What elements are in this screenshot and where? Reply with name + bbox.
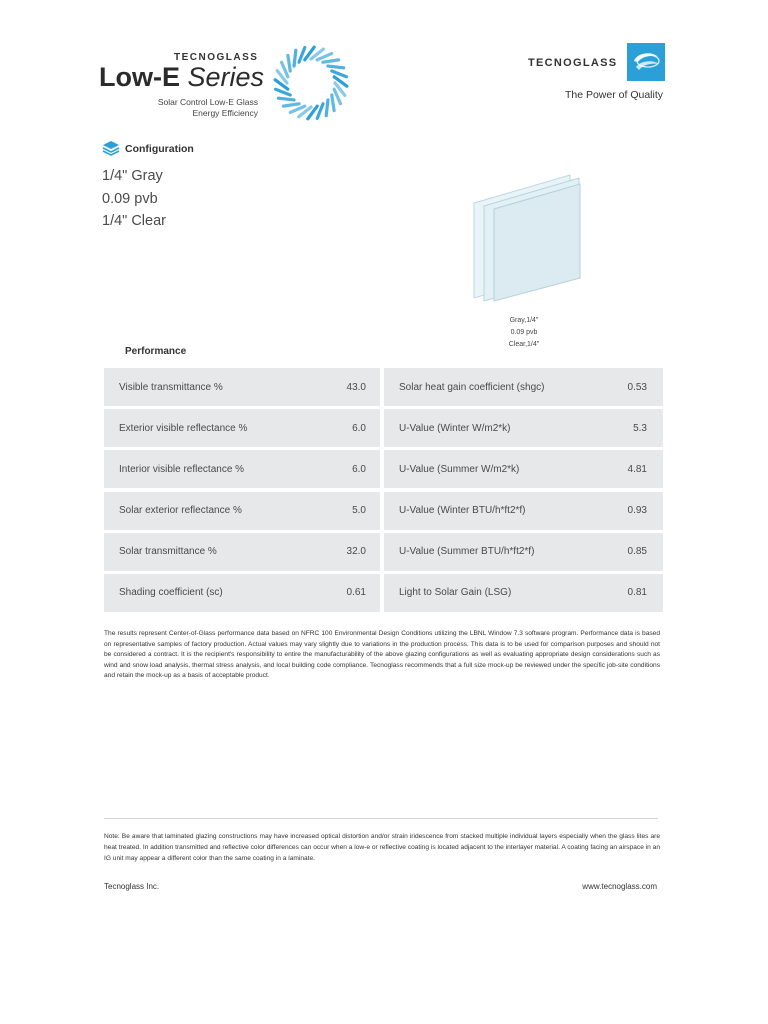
table-cell <box>104 492 380 530</box>
series-subtitle-line1: Solar Control Low-E Glass <box>157 97 258 107</box>
metric-label: Solar transmittance % <box>119 546 217 558</box>
table-cell <box>384 409 663 447</box>
metric-label: Exterior visible reflectance % <box>119 422 248 434</box>
sunburst-ray <box>288 55 290 71</box>
table-cell <box>384 492 663 530</box>
series-title-bold: Low-E <box>99 62 180 92</box>
diagram-caption-line: 0.09 pvb <box>510 329 538 336</box>
table-cell <box>104 409 380 447</box>
sunburst-logo-icon <box>272 44 350 122</box>
table-row <box>104 574 663 612</box>
table-cell <box>104 533 380 571</box>
metric-value: 6.0 <box>352 422 366 434</box>
series-title-italic: Series <box>187 62 265 92</box>
sunburst-ray <box>328 66 344 68</box>
table-cell <box>104 450 380 488</box>
metric-value: 5.3 <box>633 422 647 434</box>
disclaimer-text: The results represent Center-of-Glass performance data based on NFRC 100 Environmental Design Conditions utilizing the LBNL Window 7.3 software program. Performance data is based on representative samples of factory production. Actual values may vary slightly due to variations in the production process. This data is to be used for comparison purposes and should not be considered a contract. It is the recipient's responsibility to entire the manufacturability of the above glazing configurations as well as evaluating appropriate design considerations such as wind and snow load analysis, thermal stress analysis, and local building code compliance. Tecnoglass recommends that a full size mock-up be reviewed under the specific job-site conditions and retain the mock-up as a basis of acceptable product. <box>104 630 660 679</box>
table-row <box>104 533 663 571</box>
layer-item: 1/4" Gray <box>102 168 163 184</box>
table-row <box>104 409 663 447</box>
table-cell <box>384 368 663 406</box>
performance-table <box>104 368 663 615</box>
metric-label: Shading coefficient (sc) <box>119 587 223 599</box>
layer-item: 0.09 pvb <box>102 191 158 207</box>
metric-label: Solar heat gain coefficient (shgc) <box>399 381 545 393</box>
metric-label: Interior visible reflectance % <box>119 463 245 475</box>
footer-company: Tecnoglass Inc. <box>104 882 160 891</box>
note-text: Note: Be aware that laminated glazing constructions may have increased optical distortion and/or strain iridescence from stacked multiple individual layers especially when the glass lites are heat treated. In addition transmitted and reflective color differences can occur when a low-e or reflective coating is located adjacent to the interlayer material. A coating facing an airspace in an IG unit may appear a different color than the same coating in a laminate. <box>104 833 660 862</box>
metric-value: 0.53 <box>627 381 647 393</box>
table-cell <box>104 574 380 612</box>
metric-label: U-Value (Winter BTU/h*ft2*f) <box>399 505 526 517</box>
metric-value: 6.0 <box>352 463 366 475</box>
metric-value: 4.81 <box>627 463 647 475</box>
table-row <box>104 492 663 530</box>
footer-website: www.tecnoglass.com <box>582 882 657 891</box>
diagram-caption-line: Clear,1/4" <box>508 341 540 348</box>
layer-item: 1/4" Clear <box>102 213 166 229</box>
company-logo-icon <box>627 43 665 81</box>
sunburst-ray <box>323 60 339 62</box>
sunburst-ray <box>332 95 334 111</box>
configuration-heading: Configuration <box>125 143 194 155</box>
company-wordmark: TECNOGLASS <box>528 57 618 69</box>
table-row <box>104 450 663 488</box>
sunburst-ray <box>283 104 299 106</box>
sunburst-ray <box>278 98 294 100</box>
metric-label: Light to Solar Gain (LSG) <box>399 587 512 599</box>
metric-value: 43.0 <box>346 381 366 393</box>
sunburst-ray <box>294 50 296 66</box>
layers-icon <box>102 139 120 157</box>
metric-label: U-Value (Summer W/m2*k) <box>399 463 520 475</box>
series-subtitle-line2: Energy Efficiency <box>192 108 258 118</box>
brand-wordmark-small: TECNOGLASS <box>174 52 259 63</box>
divider <box>104 818 658 819</box>
table-cell <box>104 368 380 406</box>
metric-label: Solar exterior reflectance % <box>119 505 242 517</box>
table-cell <box>384 533 663 571</box>
table-row <box>104 368 663 406</box>
metric-value: 0.85 <box>627 546 647 558</box>
diagram-caption-line: Gray,1/4" <box>509 317 539 324</box>
series-title <box>99 62 264 92</box>
metric-label: Visible transmittance % <box>119 381 223 393</box>
sunburst-ray <box>290 106 304 112</box>
metric-label: U-Value (Winter W/m2*k) <box>399 422 511 434</box>
sunburst-ray <box>282 62 288 76</box>
metric-value: 32.0 <box>346 546 366 558</box>
sunburst-ray <box>326 100 328 116</box>
metric-value: 0.61 <box>346 587 366 599</box>
metric-value: 0.93 <box>627 505 647 517</box>
performance-heading: Performance <box>125 346 187 357</box>
metric-label: U-Value (Summer BTU/h*ft2*f) <box>399 546 535 558</box>
metric-value: 0.81 <box>627 587 647 599</box>
table-cell <box>384 574 663 612</box>
table-cell <box>384 450 663 488</box>
metric-value: 5.0 <box>352 505 366 517</box>
tagline: The Power of Quality <box>564 89 663 101</box>
glass-layers-diagram <box>470 170 585 305</box>
sunburst-ray <box>334 89 340 103</box>
sunburst-ray <box>317 54 331 60</box>
